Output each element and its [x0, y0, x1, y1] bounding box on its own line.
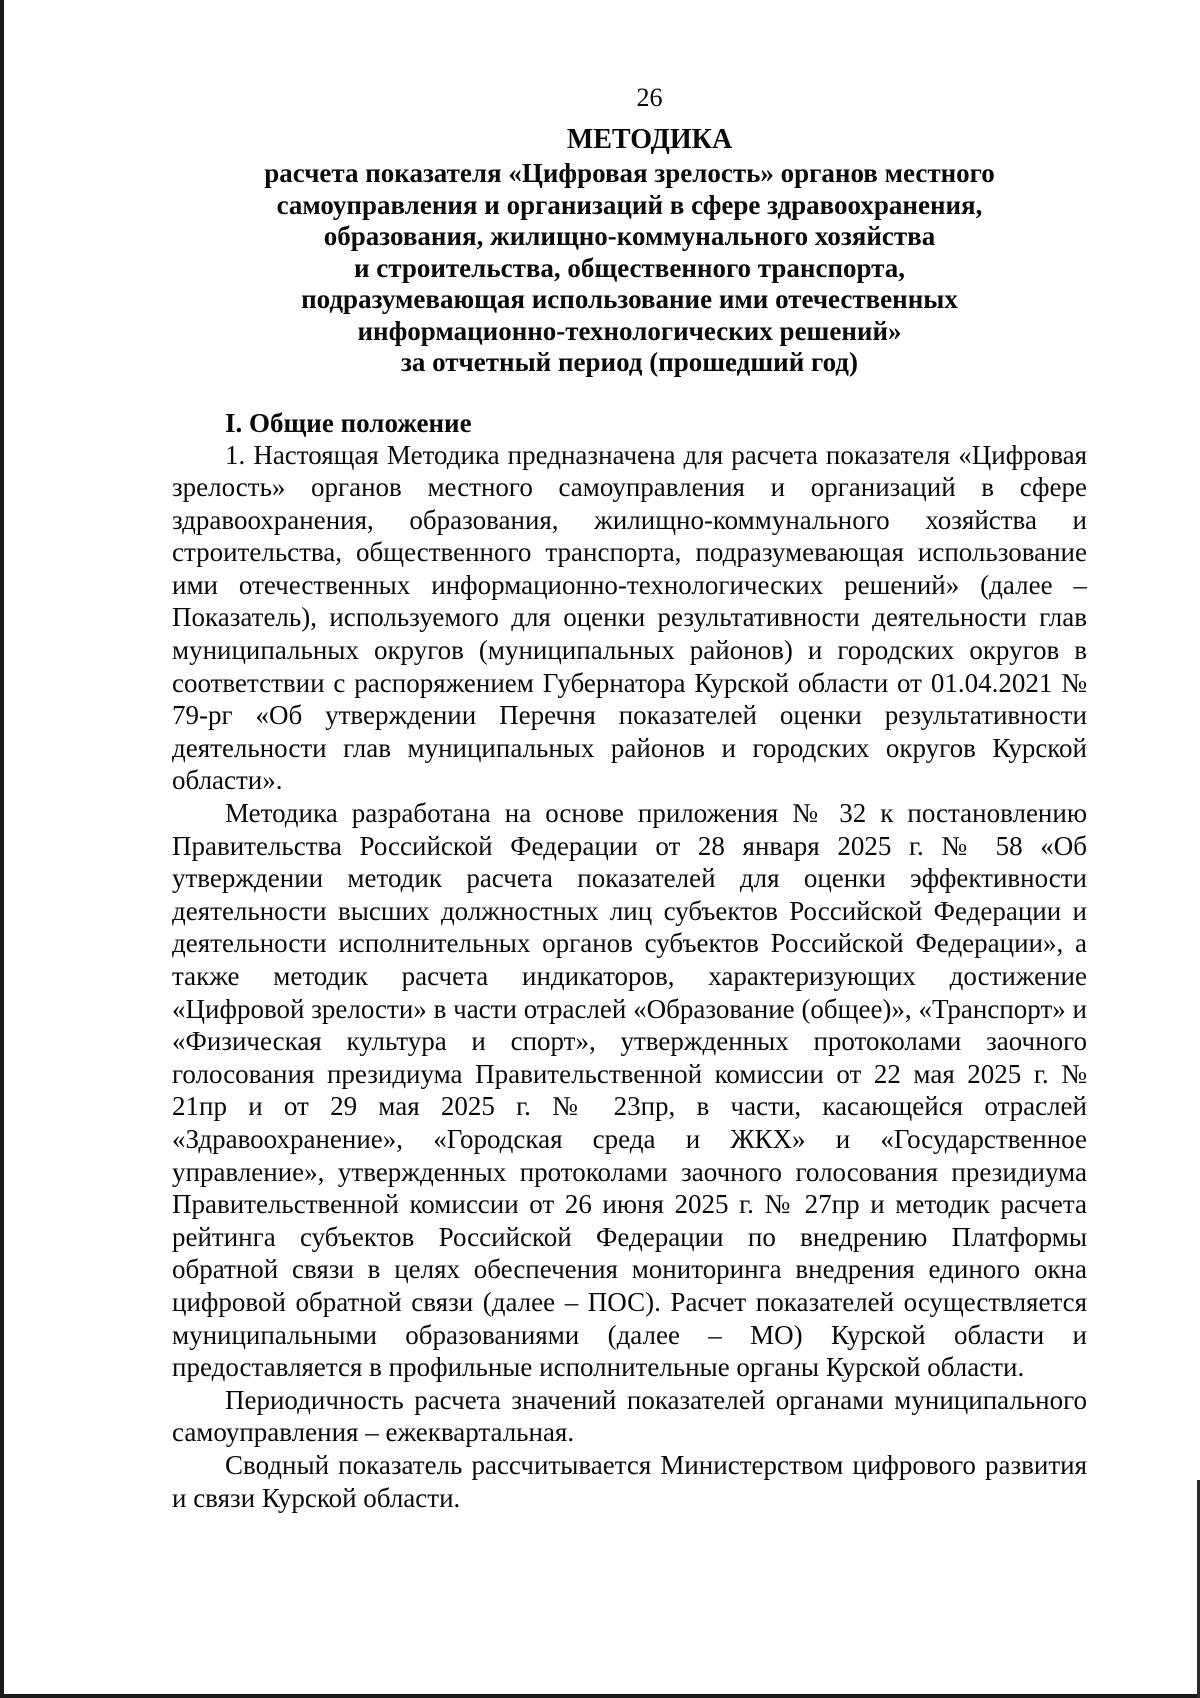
document-page: [172, 80, 1087, 1514]
paragraph: Сводный показатель рассчитывается Министерством цифрового развития и связи Курской области.: [172, 1449, 1087, 1513]
subtitle-line: за отчетный период (прошедший год): [401, 347, 858, 377]
subtitle-line: образования, жилищно-коммунального хозяйства: [323, 221, 936, 251]
subtitle-line: расчета показателя «Цифровая зрелость» органов местного: [264, 158, 995, 188]
section-heading: I. Общие положение: [225, 407, 472, 438]
paragraph: 1. Настоящая Методика предназначена для расчета показателя «Цифровая зрелость» органов местного самоуправления и организаций в сфере здравоохранения, образования, жилищно-коммунального хозяйства и строительства, общественного транспорта, подразумевающая использование ими отечественных информационно-технологических решений» (далее – Показатель), используемого для оценки результативности деятельности глав муниципальных округов (муниципальных районов) и городских округов в соответствии с распоряжением Губернатора Курской области от 01.04.2021 № 79-рг «Об утверждении Перечня показателей оценки результативности деятельности глав муниципальных районов и городских округов Курской области».: [172, 439, 1087, 796]
subtitle-line: информационно-технологических решений»: [357, 315, 902, 346]
scan-border-bottom: [0, 1694, 1200, 1698]
page-number: 26: [636, 83, 663, 112]
scan-border-left: [0, 0, 4, 1698]
subtitle-line: и строительства, общественного транспорта,: [353, 252, 906, 283]
document-subtitle: [172, 158, 1087, 379]
paragraph: Методика разработана на основе приложения № 32 к постановлению Правительства Российской Федерации от 28 января 2025 г. № 58 «Об утверждении методик расчета показателей для оценки эффективности деятельности высших должностных лиц субъектов Российской Федерации и деятельности исполнительных органов субъектов Российской Федерации», а также методик расчета индикаторов, характеризующих достижение «Цифровой зрелости» в части отраслей «Образование (общее)», «Транспорт» и «Физическая культура и спорт», утвержденных протоколами заочного голосования президиума Правительственной комиссии от 22 мая 2025 г. № 21пр и от 29 мая 2025 г. № 23пр, в части, касающейся отраслей «Здравоохранение», «Городская среда и ЖКХ» и «Государственное управление», утвержденных протоколами заочного голосования президиума Правительственной комиссии от 26 июня 2025 г. № 27пр и методик расчета рейтинга субъектов Российской Федерации по внедрению Платформы обратной связи в целях обеспечения мониторинга внедрения единого окна цифровой обратной связи (далее – ПОС). Расчет показателей осуществляется муниципальными образованиями (далее – МО) Курской области и предоставляется в профильные исполнительные органы Курской области.: [172, 798, 1087, 1383]
document-title: МЕТОДИКА: [566, 124, 733, 155]
subtitle-line: самоуправления и организаций в сфере здравоохранения,: [276, 189, 983, 220]
paragraph: Периодичность расчета значений показателей органами муниципального самоуправления – ежеквартальная.: [172, 1384, 1087, 1448]
subtitle-line: подразумевающая использование ими отечественных: [301, 284, 958, 314]
